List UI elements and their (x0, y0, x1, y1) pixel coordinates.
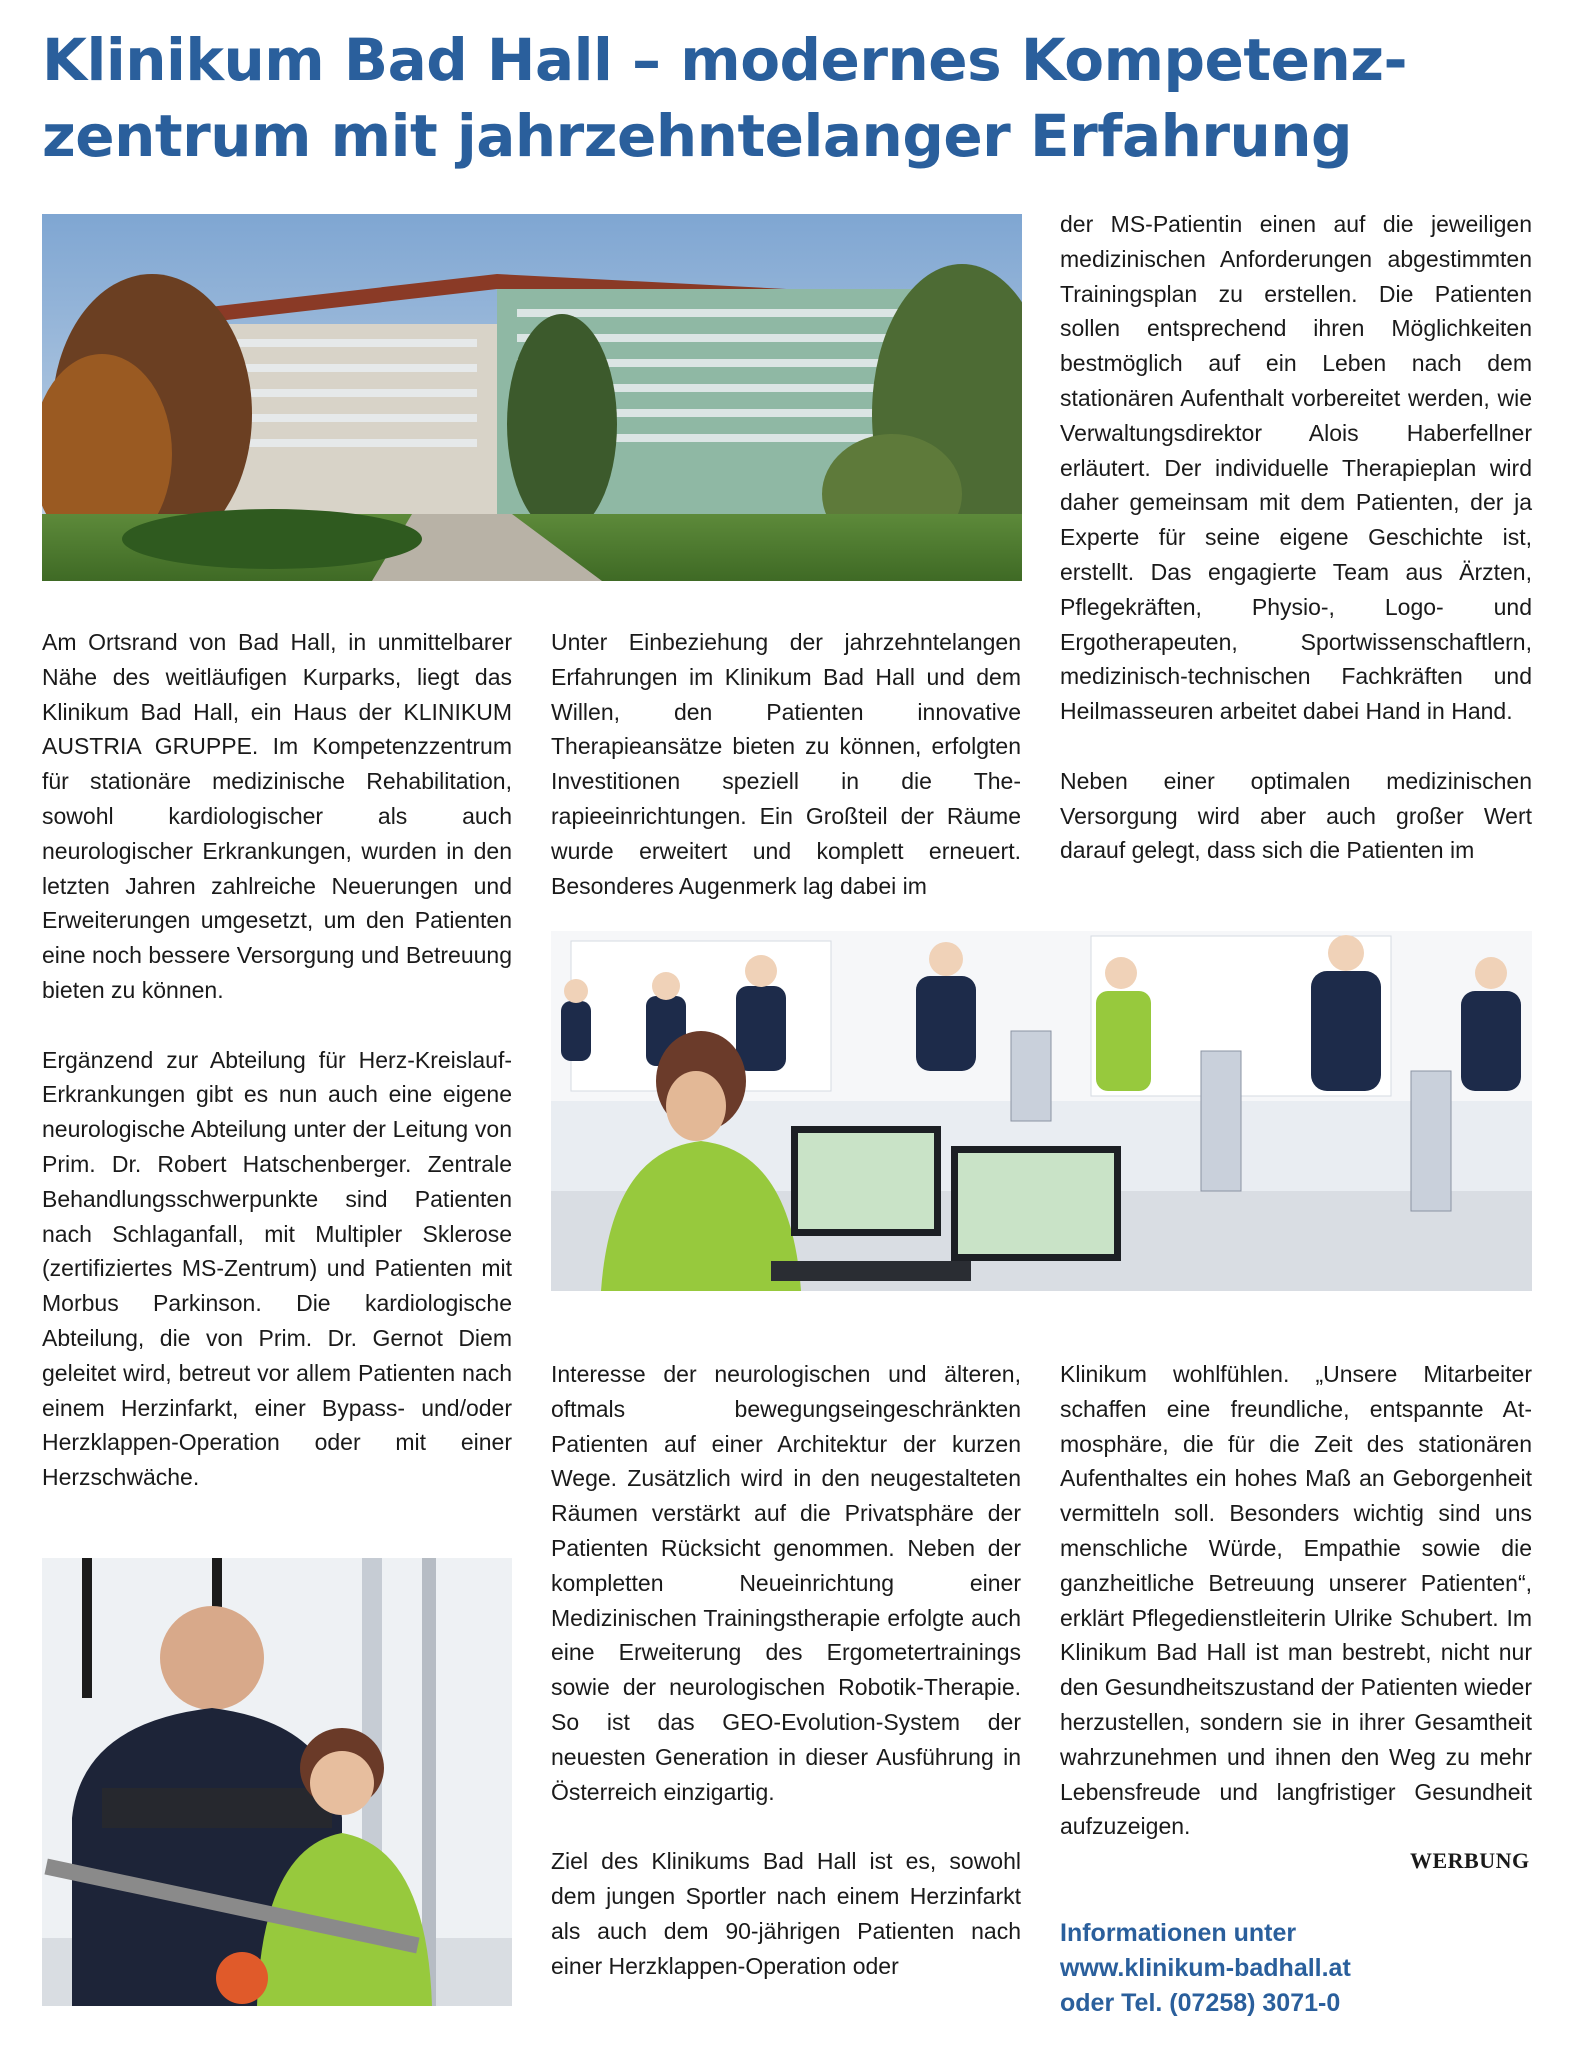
contact-info-line-1: Informationen unter (1060, 1919, 1297, 1947)
phone-number: oder Tel. (07258) 3071-0 (1060, 1989, 1341, 2017)
headline-line-2: zentrum mit jahrzehntelanger Erfahrung (42, 102, 1353, 170)
col3-paragraph-1: der MS-Patientin einen auf die jeweiligen medizinischen Anforderungen abgestimmten Trainingsplan zu erstellen. Die Patienten sollen entsprechend ihren Möglichkeiten bestmöglich auf ein Leben nach dem stationären Aufenthalt vorbereitet werden, wie Verwaltungsdirektor Alois Haberfellner erläutert. Der individuelle Therapieplan wird daher gemeinsam mit dem Patienten, der ja Experte für seine eigene Geschichte ist, erstellt. Das engagierte Team aus Ärzten, Pflegekräften, Physio-, Logo- und Ergotherapeuten, Sportwissenschaftlern, medizinisch-technischen Fachkräften und Heilmasseuren arbeitet dabei Hand in Hand. (1060, 211, 1532, 725)
col1-paragraph-2: Ergänzend zur Abteilung für Herz-Kreislauf-Erkrankungen gibt es nun auch eine eigene neurologische Abteilung unter der Leitung von Prim. Dr. Robert Hatschenberger. Zentrale Behandlungsschwerpunkte sind Patienten nach Schlaganfall, mit Multipler Sklerose (zertifiziertes MS-Zentrum) und Patienten mit Morbus Parkinson. Die kardiologische Abteilung, die von Prim. Dr. Gernot Diem geleitet wird, betreut vor allem Patienten nach einem Herzinfarkt, einer Bypass- und/oder Herzklappen-Operation oder mit einer Herzschwäche. (42, 1046, 512, 1491)
col1-paragraph-1: Am Ortsrand von Bad Hall, in unmittelbarer Nähe des weitläufigen Kurparks, liegt das Klinikum Bad Hall, ein Haus der KLINIKUM AUSTRIA GRUPPE. Im Kompetenzzentrum für stationäre medizinische Rehabilitation, sowohl kardiologischer als auch neurologischer Erkrankungen, wurden in den letzten Jahren zahlreiche Neuerungen und Erweiterungen umgesetzt, um den Patienten eine noch bessere Versorgung und Betreuung bieten zu können. (42, 629, 512, 1003)
column-3-bottom (1060, 1357, 1532, 1844)
article-headline (42, 22, 1542, 174)
headline-line-1: Klinikum Bad Hall – modernes Kompetenz- (42, 26, 1408, 94)
col2-paragraph-1: Unter Einbeziehung der jahrzehntelangen Erfahrungen im Klinikum Bad Hall und dem Willen, den Patienten innovative Therapieansätze bieten zu können, erfolgten Investitionen speziell in die Therapieeinrichtungen. Ein Großteil der Räume wurde erweitert und komplett erneuert. Besonderes Augenmerk lag dabei im (551, 629, 1021, 899)
column-1 (42, 625, 512, 1495)
advertisement-label: WERBUNG (1410, 1848, 1530, 1873)
column-2-top (551, 625, 1021, 903)
col2-paragraph-3: Ziel des Klinikums Bad Hall ist es, sowohl dem jungen Sportler nach einem Herzinfarkt als auch dem 90-jährigen Patienten nach einer Herzklappen-Operation oder (551, 1848, 1021, 1979)
robotics-therapy-photo (42, 1558, 512, 2006)
training-room-photo (551, 931, 1532, 1291)
col3-paragraph-3: Klinikum wohlfühlen. „Unsere Mitarbeiter schaffen eine freundliche, entspannte Atmosphäre, die für die Zeit des stationären Aufenthaltes ein hohes Maß an Geborgenheit vermitteln soll. Besonders wichtig sind uns menschliche Würde, Empathie sowie die ganzheitliche Betreuung unserer Patienten“, erklärt Pflegedienstleiterin Ulrike Schubert. Im Klinikum Bad Hall ist man bestrebt, nicht nur den Gesundheitszustand der Patienten wieder herzustellen, sondern sie in ihrer Gesamtheit wahrzunehmen und ihnen den Weg zu mehr Lebensfreude und langfristiger Gesundheit aufzuzeigen. (1060, 1361, 1532, 1840)
building-photo (42, 214, 1022, 581)
contact-info (1060, 1916, 1540, 2021)
column-2-bottom (551, 1357, 1021, 1983)
website-link[interactable]: www.klinikum-badhall.at (1060, 1954, 1351, 1982)
col3-paragraph-2: Neben einer optimalen medizinischen Versorgung wird aber auch großer Wert darauf gelegt, dass sich die Patienten im (1060, 767, 1532, 864)
building-illustration (42, 214, 1022, 581)
training-room-illustration (551, 931, 1532, 1291)
col2-paragraph-2: Interesse der neurologischen und älteren, oftmals bewegungseingeschränkten Patienten auf einer Architektur der kurzen Wege. Zusätzlich wird in den neugestalteten Räumen verstärkt auf die Privatsphäre der Patienten Rücksicht genommen. Neben der kompletten Neueinrichtung einer Medizinischen Trainingstherapie erfolgte auch eine Erweiterung des Ergometertrainings sowie der neurologischen Robotik-Therapie. So ist das GEO-Evolution-System der neuesten Generation in dieser Ausführung in Österreich einzigartig. (551, 1361, 1021, 1805)
column-3-top (1060, 207, 1532, 868)
robotics-illustration (42, 1558, 512, 2006)
